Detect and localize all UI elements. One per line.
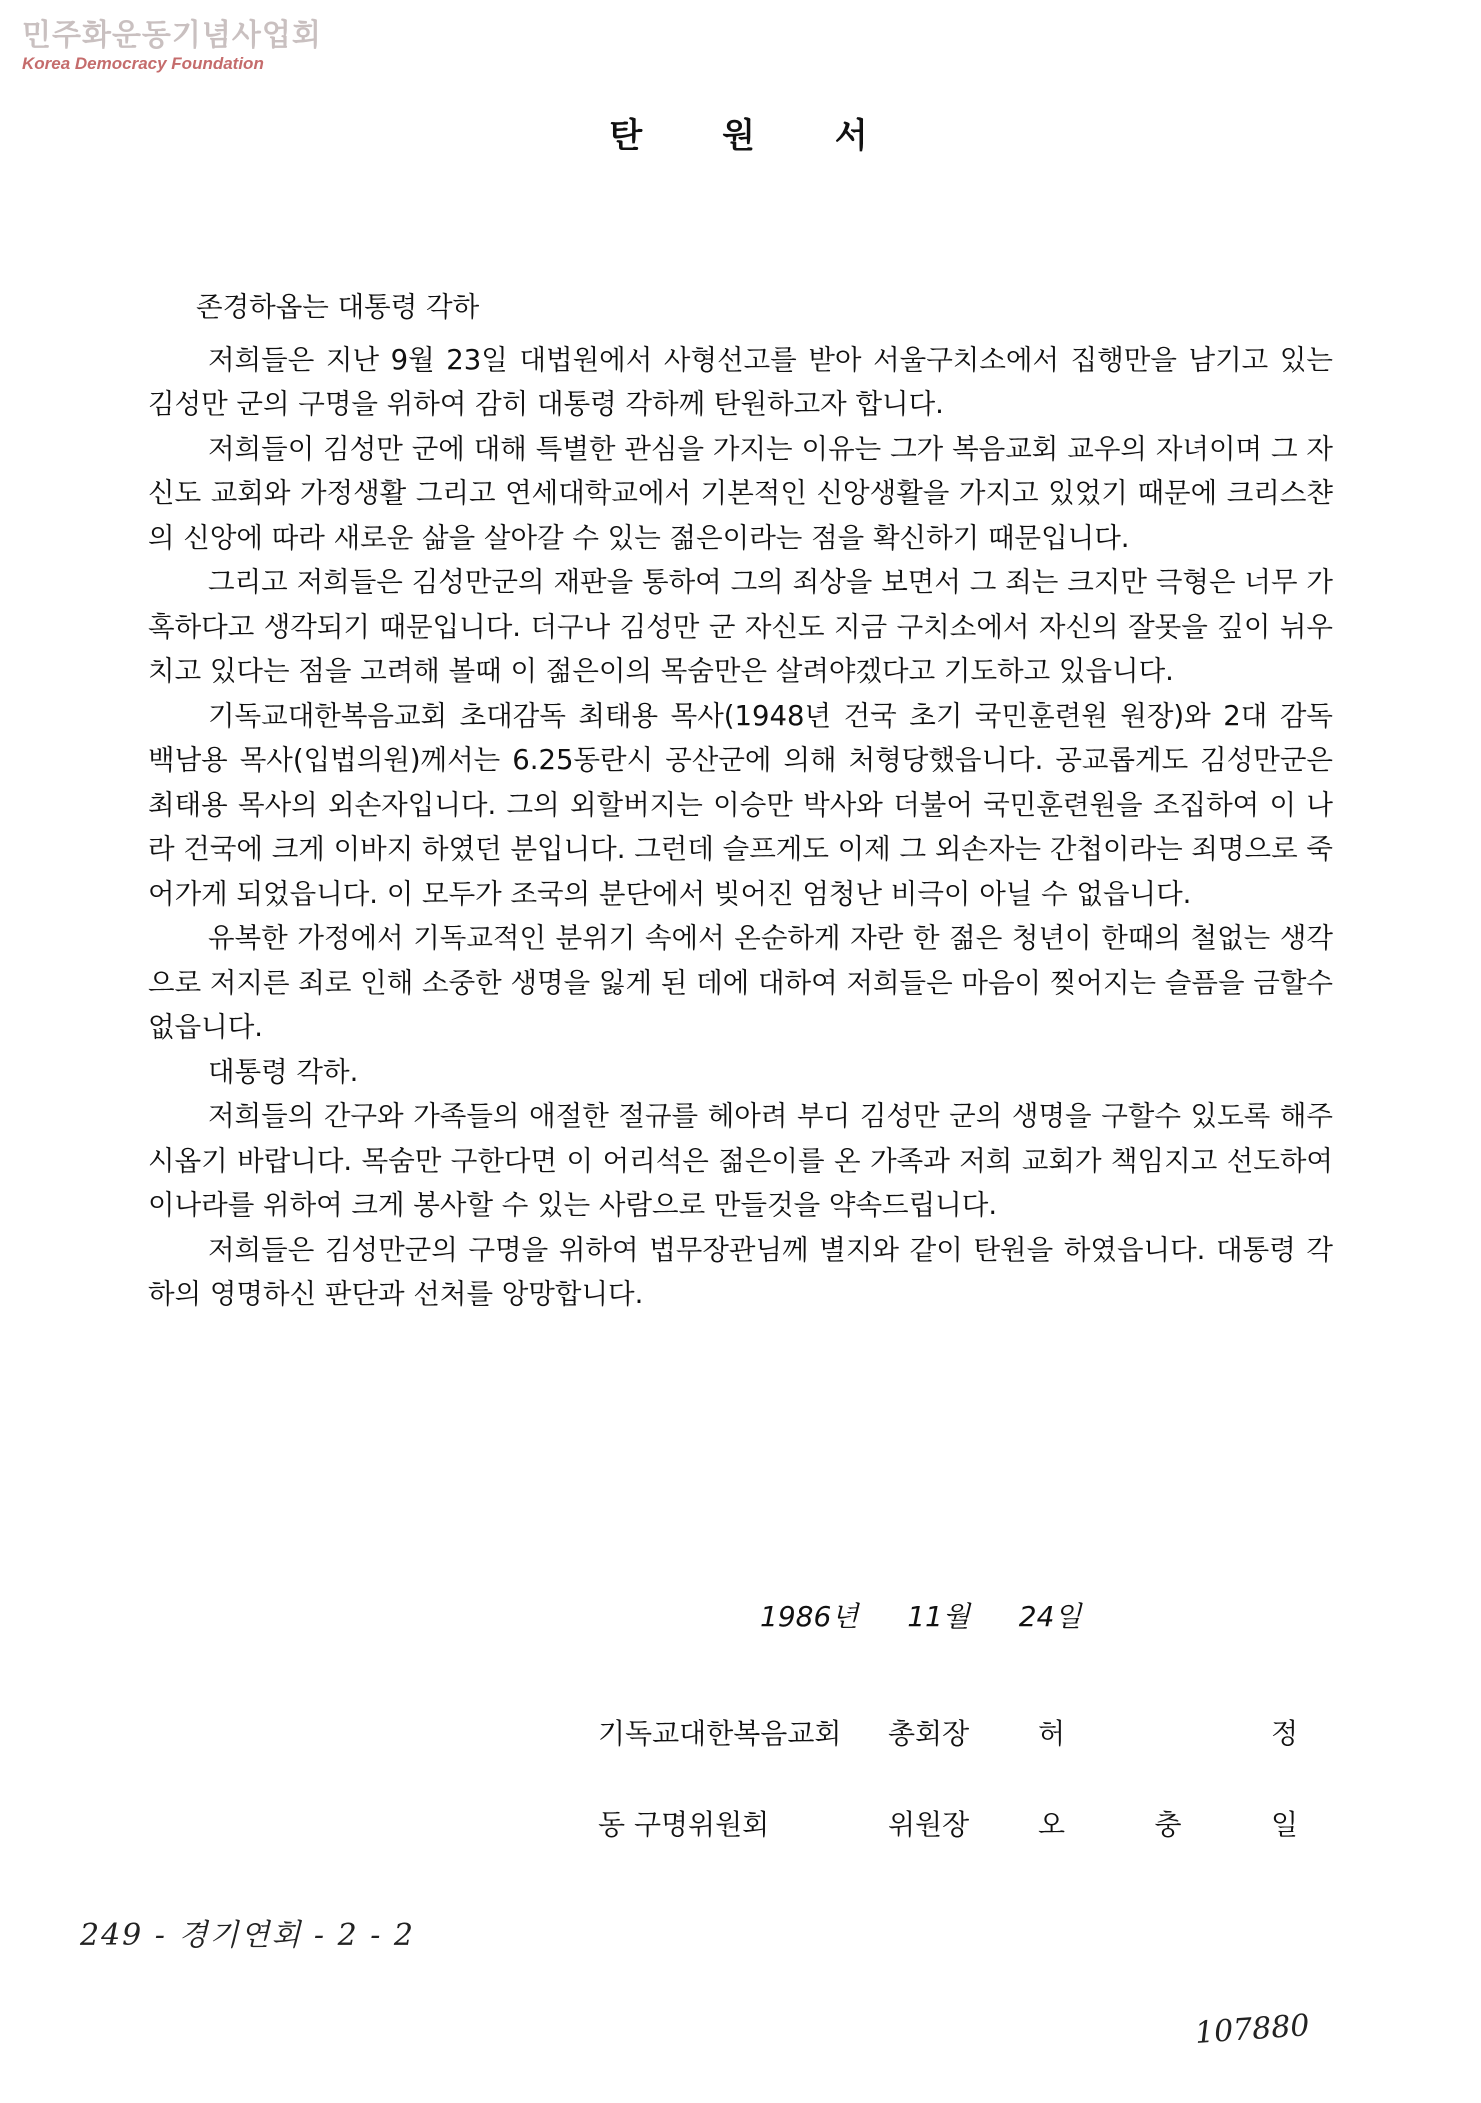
letter-date: 1986년 11월 24일 [760,1600,1082,1633]
watermark-english: Korea Democracy Foundation [22,54,264,73]
handwritten-reference: 249 - 경기연회 - 2 - 2 [80,1918,415,1953]
letter-body [148,285,1333,1317]
signatory-name [1038,1712,1298,1752]
name-char: 정 [1270,1717,1298,1750]
salutation: 존경하옵는 대통령 각하 [196,291,480,323]
document-title: 탄 원 서 [609,116,872,156]
paragraph: 대통령 각하. [208,1055,359,1088]
signatory-role: 위원장 [888,1808,970,1841]
paragraph: 기독교대한복음교회 초대감독 최태용 목사(1948년 건국 초기 국민훈련원 원장)와 2대 감독 백남용 목사(입법의원)께서는 6.25동란시 공산군에 의해 처형당했읍니다. 공교롭게도 김성만군은 최태용 목사의 외손자입니다. 그의 외할버지는 이승만 박사와 더불어 국민훈련원을 조집하여 이 나라 건국에 크게 이바지 하였던 분입니다. 그런데 슬프게도 이제 그 외손자는 간첩이라는 죄명으로 죽어가게 되었읍니다. 이 모두가 조국의 분단에서 빚어진 엄청난 비극이 아닐 수 없읍니다. [148,699,1333,910]
handwritten-archive-number: 107880 [1193,2008,1311,2051]
signatory-row [598,1712,1298,1752]
name-char: 오 [1038,1808,1066,1841]
signatory-row [598,1803,1298,1843]
paragraph: 저희들은 지난 9월 23일 대법원에서 사형선고를 받아 서울구치소에서 집행만을 남기고 있는 김성만 군의 구명을 위하여 감히 대통령 각하께 탄원하고자 합니다. [148,343,1333,420]
paragraph: 저희들이 김성만 군에 대해 특별한 관심을 가지는 이유는 그가 복음교회 교우의 자녀이며 그 자신도 교회와 가정생활 그리고 연세대학교에서 기본적인 신앙생활을 가지고 있었기 때문에 크리스챤의 신앙에 따라 새로운 삶을 살아갈 수 있는 젊은이라는 점을 확신하기 때문입니다. [148,432,1333,554]
watermark-korean: 민주화운동기념사업회 [22,18,322,53]
name-char: 충 [1154,1808,1182,1841]
name-char: 허 [1038,1717,1066,1750]
signatory-role: 총회장 [888,1717,970,1750]
paragraph: 저희들의 간구와 가족들의 애절한 절규를 헤아려 부디 김성만 군의 생명을 구할수 있도록 해주시옵기 바랍니다. 목숨만 구한다면 이 어리석은 젊은이를 온 가족과 저희 교회가 책임지고 선도하여 이나라를 위하여 크게 봉사할 수 있는 사람으로 만들것을 약속드립니다. [148,1100,1333,1221]
signatory-name [1038,1803,1298,1843]
name-char: 일 [1270,1808,1298,1841]
signatory-org: 동 구명위원회 [598,1808,770,1841]
signatory-org: 기독교대한복음교회 [598,1717,842,1750]
paragraph: 그리고 저희들은 김성만군의 재판을 통하여 그의 죄상을 보면서 그 죄는 크지만 극형은 너무 가혹하다고 생각되기 때문입니다. 더구나 김성만 군 자신도 지금 구치소에서 자신의 잘못을 깊이 뉘우치고 있다는 점을 고려해 볼때 이 젊은이의 목숨만은 살려야겠다고 기도하고 있읍니다. [148,566,1333,687]
paragraph: 유복한 가정에서 기독교적인 분위기 속에서 온순하게 자란 한 젊은 청년이 한때의 철없는 생각으로 저지른 죄로 인해 소중한 생명을 잃게 된 데에 대하여 저희들은 마음이 찢어지는 슬픔을 금할수 없읍니다. [148,922,1333,1043]
paragraph: 저희들은 김성만군의 구명을 위하여 법무장관님께 별지와 같이 탄원을 하였읍니다. 대통령 각하의 영명하신 판단과 선처를 앙망합니다. [148,1233,1333,1310]
watermark-logo [22,18,322,74]
